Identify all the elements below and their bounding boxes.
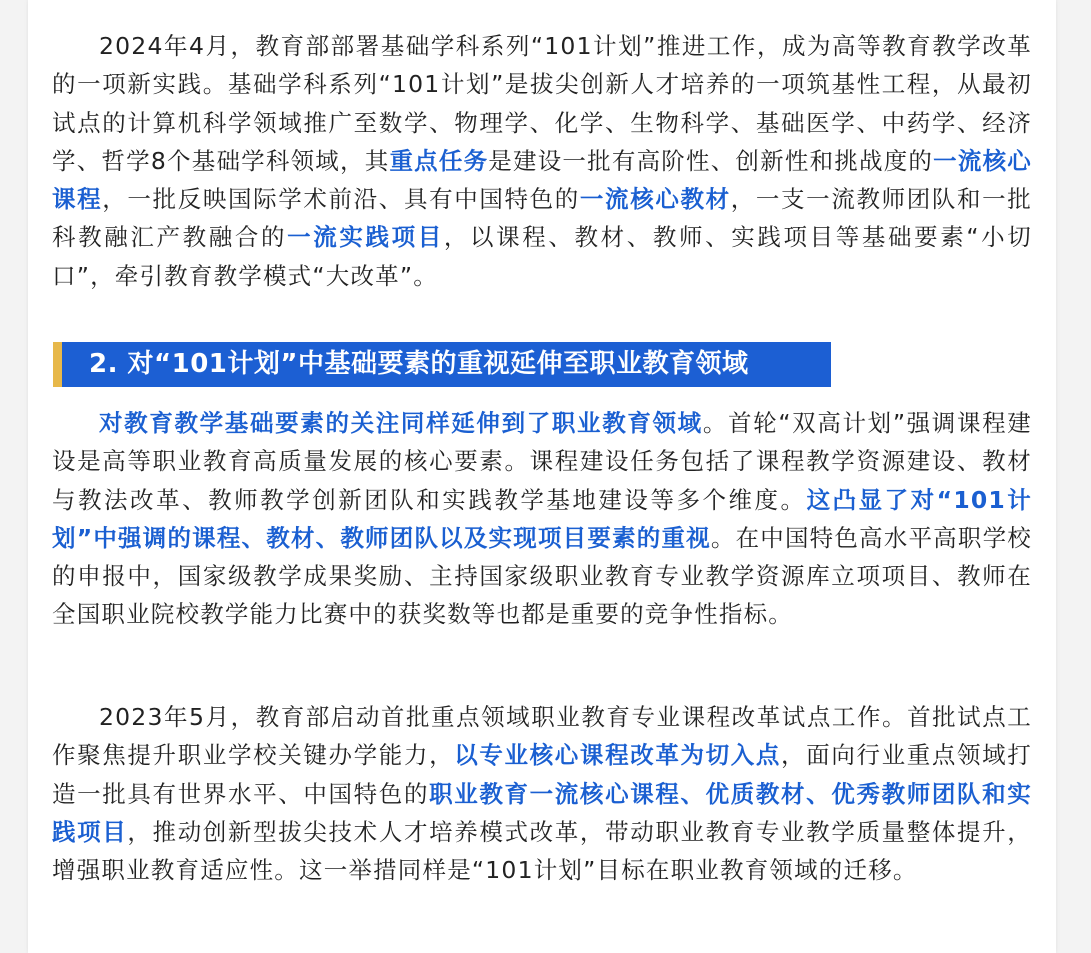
highlight-entry-point: 以专业核心课程改革为切入点: [454, 741, 782, 770]
highlight-vocational-focus: 对教育教学基础要素的关注同样延伸到了职业教育领域: [99, 409, 703, 437]
highlight-practice-projects: 一流实践项目: [287, 223, 444, 252]
paragraph-vocational-extension: [52, 404, 1032, 634]
text: 是建设一批有高阶性、创新性和挑战度的: [488, 146, 934, 175]
text: ，推动创新型拔尖技术人才培养模式改革，带动职业教育专业教学质量整体提升，增强职业教育适应性。这一举措同样是“101计划”目标在职业教育领域的迁移。: [52, 817, 1032, 885]
text: 。首轮“双高计划”强调课程建设是高等职业教育高质量发展的核心要素。课程建设任务包括了课程教学资源建设、教材与教法改革、教师教学创新团队和实践教学基地建设等多个维度。: [52, 409, 1032, 514]
highlight-key-tasks: 重点任务: [389, 146, 489, 175]
heading-accent-bar: [53, 342, 62, 387]
highlight-core-textbooks: 一流核心教材: [579, 185, 731, 214]
text: ，一支一流教师团队和一批科教融汇产教融合的: [52, 185, 1032, 252]
text: ，以课程、教材、教师、实践项目等基础要素“小切口”，牵引教育教学模式“大改革”。: [52, 223, 1032, 290]
text: 。在中国特色高水平高职学校的申报中，国家级教学成果奖励、主持国家级职业教育专业教学资源库立项项目、教师在全国职业院校教学能力比赛中的获奖数等也都是重要的竞争性指标。: [52, 523, 1032, 629]
text: ，面向行业重点领域打造一批具有世界水平、中国特色的: [52, 741, 1032, 808]
section-title: 2. 对“101计划”中基础要素的重视延伸至职业教育领域: [89, 349, 749, 379]
highlight-vocational-first-class: 职业教育一流核心课程、优质教材、优秀教师团队和实践项目: [52, 779, 1032, 846]
paragraph-2023-pilot: [52, 698, 1032, 889]
article-page: [28, 0, 1056, 953]
paragraph: [52, 27, 1032, 295]
text: 2024年4月，教育部部署基础学科系列“101计划”推进工作，成为高等教育教学改革的一项新实践。基础学科系列“101计划”是拔尖创新人才培养的一项筑基性工程，从最初试点的计算机科学领域推广至数学、物理学、化学、生物科学、基础医学、中药学、经济学、哲学8个基础学科领域，其: [52, 32, 1032, 175]
paragraph-101-plan-basic-disciplines: [52, 27, 1032, 295]
paragraph: [52, 698, 1032, 889]
highlight-emphasis: 这凸显了对“101计划”中强调的课程、教材、教师团队以及实现项目要素的重视: [52, 485, 1032, 552]
text: 2023年5月，教育部启动首批重点领域职业教育专业课程改革试点工作。首批试点工作聚焦提升职业学校关键办学能力，: [52, 703, 1032, 770]
highlight-core-courses: 一流核心课程: [52, 146, 1032, 214]
section-heading: [53, 342, 831, 387]
paragraph: [52, 404, 1032, 634]
text: ，一批反映国际学术前沿、具有中国特色的: [102, 185, 580, 214]
